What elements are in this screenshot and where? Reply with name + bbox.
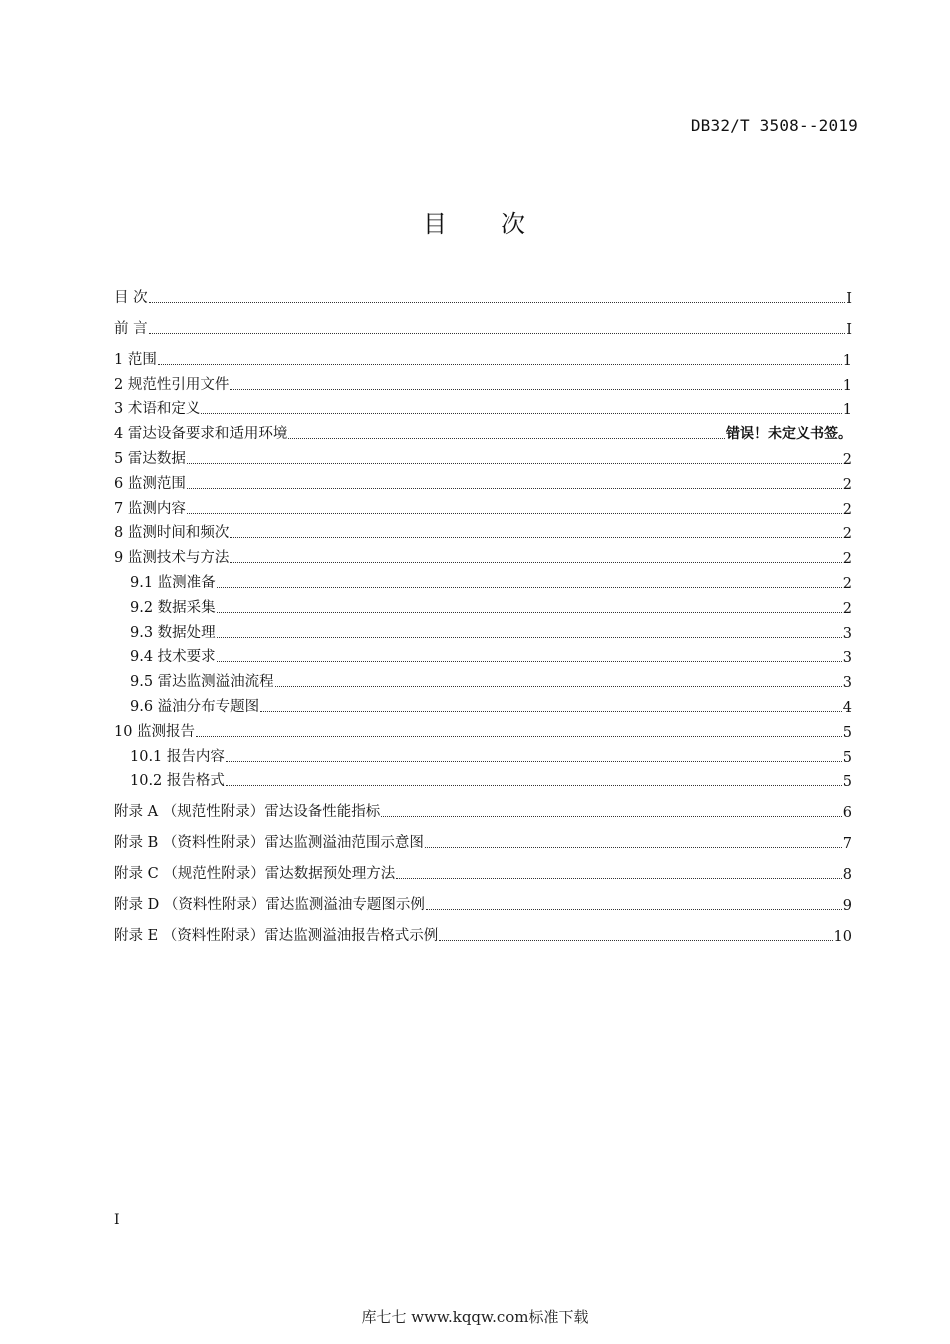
toc-entry[interactable] <box>114 542 852 567</box>
toc-entry[interactable] <box>114 418 852 443</box>
toc-entry-page: 2 <box>842 451 852 468</box>
toc-entry[interactable] <box>114 666 852 691</box>
toc-leader-dots <box>426 908 842 910</box>
toc-leader-dots <box>260 710 842 712</box>
toc-entry[interactable] <box>114 766 852 791</box>
toc-entry-page: 10 <box>833 929 852 946</box>
toc-entry[interactable] <box>114 617 852 642</box>
toc-leader-dots <box>381 815 842 817</box>
toc-entry-label: 目 次 <box>114 289 148 306</box>
toc-entry-label: 10.2 报告格式 <box>130 773 225 790</box>
toc-leader-dots <box>217 611 842 613</box>
toc-leader-dots <box>217 636 842 638</box>
toc-leader-dots <box>196 735 842 737</box>
toc-entry-label: 9.5 雷达监测溢油流程 <box>130 674 274 691</box>
toc-entry-page: 2 <box>842 575 852 592</box>
toc-entry-page: 3 <box>842 650 852 667</box>
toc-entry[interactable] <box>114 567 852 592</box>
toc-entry-label: 附录 C （规范性附录）雷达数据预处理方法 <box>114 866 396 883</box>
toc-entry[interactable] <box>114 741 852 766</box>
toc-entry-page: 3 <box>842 625 852 642</box>
toc-entry-page: I <box>846 290 852 307</box>
toc-entry-label: 3 术语和定义 <box>114 401 201 418</box>
toc-entry-page: 1 <box>842 352 852 369</box>
toc-entry-page: 5 <box>842 724 852 741</box>
toc-entry[interactable] <box>114 642 852 667</box>
toc-leader-dots <box>288 437 725 439</box>
toc-entry-label: 10.1 报告内容 <box>130 748 225 765</box>
toc-entry[interactable] <box>114 592 852 617</box>
toc-entry[interactable] <box>114 827 852 852</box>
toc-entry[interactable] <box>114 858 852 883</box>
toc-entry-page: I <box>846 321 852 338</box>
toc-entry-page: 1 <box>842 377 852 394</box>
toc-leader-dots <box>226 760 842 762</box>
page-title <box>0 204 950 239</box>
toc-entry-label: 2 规范性引用文件 <box>114 376 230 393</box>
toc-entry-label: 9.4 技术要求 <box>130 649 216 666</box>
footer-page-number: I <box>114 1212 120 1228</box>
toc-entry-label: 附录 E （资料性附录）雷达监测溢油报告格式示例 <box>114 928 439 945</box>
toc-leader-dots <box>425 846 842 848</box>
toc-entry[interactable] <box>114 493 852 518</box>
toc-leader-dots <box>187 512 842 514</box>
toc-entry-page: 3 <box>842 675 852 692</box>
toc-entry[interactable] <box>114 369 852 394</box>
toc-entry-label: 7 监测内容 <box>114 500 186 517</box>
toc-entry[interactable] <box>114 716 852 741</box>
toc-entry-page: 2 <box>842 476 852 493</box>
toc-entry[interactable] <box>114 394 852 419</box>
toc-entry-label: 前 言 <box>114 320 148 337</box>
toc-entry[interactable] <box>114 468 852 493</box>
toc-entry-label: 4 雷达设备要求和适用环境 <box>114 426 288 443</box>
toc-leader-dots <box>149 301 846 303</box>
toc-entry[interactable] <box>114 282 852 307</box>
toc-entry-label: 9.1 监测准备 <box>130 574 216 591</box>
toc-entry[interactable] <box>114 443 852 468</box>
toc-entry[interactable] <box>114 797 852 822</box>
toc-entry-label: 9.2 数据采集 <box>130 599 216 616</box>
toc-entry-page: 2 <box>842 501 852 518</box>
toc-entry-page: 5 <box>842 774 852 791</box>
toc-leader-dots <box>217 586 842 588</box>
toc-entry-page: 2 <box>842 600 852 617</box>
toc-entry[interactable] <box>114 691 852 716</box>
toc-entry[interactable] <box>114 920 852 945</box>
toc-leader-dots <box>439 939 832 941</box>
toc-leader-dots <box>230 536 841 538</box>
toc-leader-dots <box>201 412 841 414</box>
toc-entry-label: 9 监测技术与方法 <box>114 550 230 567</box>
toc-entry-label: 附录 B （资料性附录）雷达监测溢油范围示意图 <box>114 835 424 852</box>
toc-entry-label: 10 监测报告 <box>114 723 196 740</box>
document-code: DB32/T 3508--2019 <box>690 116 858 135</box>
table-of-contents <box>114 282 852 945</box>
toc-leader-dots <box>275 685 842 687</box>
toc-entry-page: 错误！未定义书签。 <box>726 426 852 443</box>
toc-entry-label: 5 雷达数据 <box>114 450 186 467</box>
toc-leader-dots <box>396 877 841 879</box>
watermark: 库七七 www.kqqw.com标准下载 <box>361 1308 589 1326</box>
toc-entry-label: 附录 D （资料性附录）雷达监测溢油专题图示例 <box>114 897 425 914</box>
toc-entry-label: 6 监测范围 <box>114 475 186 492</box>
toc-entry[interactable] <box>114 889 852 914</box>
toc-leader-dots <box>158 363 842 365</box>
toc-entry-page: 2 <box>842 526 852 543</box>
toc-leader-dots <box>230 561 841 563</box>
toc-entry-page: 8 <box>842 867 852 884</box>
toc-entry-label: 9.3 数据处理 <box>130 624 216 641</box>
toc-leader-dots <box>226 784 842 786</box>
toc-entry[interactable] <box>114 313 852 338</box>
toc-entry-page: 6 <box>842 805 852 822</box>
toc-leader-dots <box>187 462 842 464</box>
toc-entry[interactable] <box>114 518 852 543</box>
toc-entry-page: 5 <box>842 749 852 766</box>
toc-entry-label: 8 监测时间和频次 <box>114 525 230 542</box>
toc-entry-page: 2 <box>842 551 852 568</box>
toc-entry-page: 9 <box>842 898 852 915</box>
toc-leader-dots <box>187 487 842 489</box>
title-part-2: 次 <box>501 210 527 238</box>
toc-entry-label: 附录 A （规范性附录）雷达设备性能指标 <box>114 804 381 821</box>
title-part-1: 目 <box>423 210 449 238</box>
toc-leader-dots <box>149 332 846 334</box>
toc-leader-dots <box>217 660 842 662</box>
toc-entry-label: 1 范围 <box>114 351 157 368</box>
toc-entry-page: 4 <box>842 699 852 716</box>
toc-leader-dots <box>230 388 841 390</box>
toc-entry-page: 7 <box>842 836 852 853</box>
toc-entry[interactable] <box>114 344 852 369</box>
toc-entry-page: 1 <box>842 402 852 419</box>
toc-entry-label: 9.6 溢油分布专题图 <box>130 698 260 715</box>
